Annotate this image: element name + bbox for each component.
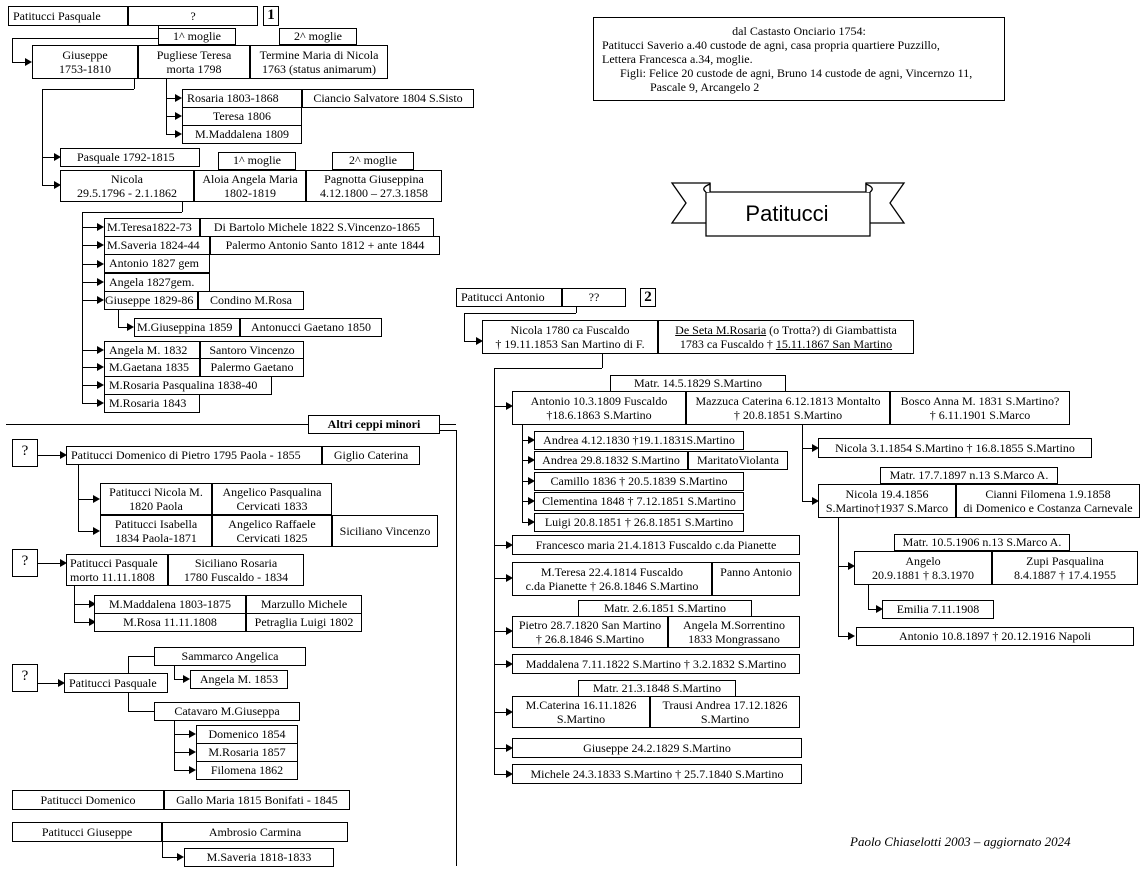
moglie-label: 1^ moglie: [218, 152, 296, 170]
person-luigi: Luigi 20.8.1851 † 26.8.1851 S.Martino: [534, 513, 744, 532]
tree1-number: 1: [263, 6, 279, 26]
spouse-mazzuca: Mazzuca Caterina 6.12.1813 Montalto † 20.8.1851 S.Martino: [686, 391, 890, 425]
person-giuseppe: Giuseppe 1753-1810: [32, 45, 138, 79]
tree1-root-spouse: ?: [128, 6, 258, 26]
person-angela-1827: Angela 1827gem.: [104, 273, 210, 292]
person-mrosaria-1843: M.Rosaria 1843: [104, 394, 200, 413]
spouse-maritato: MaritatoViolanta: [688, 451, 788, 470]
person-giuseppe-1829-sm: Giuseppe 24.2.1829 S.Martino: [512, 738, 802, 758]
tree2-root: Patitucci Antonio: [456, 288, 562, 307]
spouse-marzullo: Marzullo Michele: [246, 595, 362, 614]
spouse-pugliese: Pugliese Teresa morta 1798: [138, 45, 250, 79]
spouse-palermo-gaetano: Palermo Gaetano: [200, 358, 304, 377]
marriage-1851: Matr. 2.6.1851 S.Martino: [578, 600, 752, 617]
spouse-aloia: Aloia Angela Maria 1802-1819: [194, 170, 306, 202]
person-mteresa-1814: M.Teresa 22.4.1814 Fuscaldo c.da Pianette † 26.8.1846 S.Martino: [512, 562, 712, 596]
person-mcaterina: M.Caterina 16.11.1826 S.Martino: [512, 696, 650, 728]
person-pasquale-3: Patitucci Pasquale: [64, 673, 168, 693]
person-mmaddalena: M.Maddalena 1809: [182, 125, 302, 144]
spouse-petraglia: Petraglia Luigi 1802: [246, 613, 362, 632]
spouse-deseta: [658, 320, 914, 354]
spouse-dibartolo: Di Bartolo Michele 1822 S.Vincenzo-1865: [200, 218, 434, 237]
person-andrea-1832: Andrea 29.8.1832 S.Martino: [534, 451, 688, 470]
person-mrosaria-pasqualina: M.Rosaria Pasqualina 1838-40: [104, 376, 272, 395]
spouse-bosco: Bosco Anna M. 1831 S.Martino? † 6.11.1901 S.Marco: [890, 391, 1070, 425]
person-filomena-1862: Filomena 1862: [196, 761, 298, 780]
person-domenico-p: Patitucci Domenico: [12, 790, 164, 810]
person-angelo: Angelo 20.9.1881 † 8.3.1970: [854, 551, 992, 585]
person-pietro: Pietro 28.7.1820 San Martino † 26.8.1846 S.Martino: [512, 616, 668, 648]
spouse-trausi: Trausi Andrea 17.12.1826 S.Martino: [650, 696, 800, 728]
person-clementina: Clementina 1848 † 7.12.1851 S.Martino: [534, 492, 744, 511]
person-teresa: Teresa 1806: [182, 107, 302, 126]
spouse-angelico-raffaele: Angelico Raffaele Cervicati 1825: [212, 515, 332, 547]
unknown-ancestor-marker: ?: [12, 439, 38, 467]
unknown-ancestor-marker: ?: [12, 664, 38, 692]
tree2-root-spouse: ??: [562, 288, 626, 307]
person-nicola-1780: Nicola 1780 ca Fuscaldo † 19.11.1853 San Martino di F.: [482, 320, 658, 354]
spouse-siciliano-rosaria: Siciliano Rosaria 1780 Fuscaldo - 1834: [168, 554, 304, 586]
person-mgaetana: M.Gaetana 1835: [104, 358, 200, 377]
person-emilia: Emilia 7.11.1908: [882, 600, 994, 619]
person-antonio: Antonio 1827 gem: [104, 254, 210, 273]
note-line: Patitucci Saverio a.40 custode de agni, casa propria quartiere Puzzillo,: [602, 38, 940, 52]
person-nicola-m: Patitucci Nicola M. 1820 Paola: [100, 483, 212, 515]
spouse-angelico-pasqualina: Angelico Pasqualina Cervicati 1833: [212, 483, 332, 515]
person-angelam: Angela M. 1832: [104, 341, 200, 360]
spouse-santoro: Santoro Vincenzo: [200, 341, 304, 360]
marriage-1848: Matr. 21.3.1848 S.Martino: [578, 680, 736, 697]
person-msaveria: M.Saveria 1824-44: [104, 236, 210, 255]
note-line: Lettera Francesca a.34, moglie.: [602, 52, 753, 66]
person-camillo: Camillo 1836 † 20.5.1839 S.Martino: [534, 472, 744, 491]
marriage-1829: Matr. 14.5.1829 S.Martino: [610, 375, 786, 392]
page-title: Patitucci: [745, 201, 829, 226]
author-signature: Paolo Chiaselotti 2003 – aggiornato 2024: [850, 834, 1071, 849]
spouse-palermo-antonio: Palermo Antonio Santo 1812 + ante 1844: [210, 236, 440, 255]
deseta-parent: (o Trotta?) di Giambattista: [766, 323, 897, 337]
note-line: Pascale 9, Arcangelo 2: [650, 80, 760, 94]
spouse-catavaro: Catavaro M.Giuseppa: [154, 702, 300, 721]
person-andrea-1830: Andrea 4.12.1830 †19.1.1831S.Martino: [534, 431, 744, 450]
unknown-ancestor-marker: ?: [12, 549, 38, 577]
person-antonio-1809: Antonio 10.3.1809 Fuscaldo †18.6.1863 S.Martino: [512, 391, 686, 425]
person-maddalena: Maddalena 7.11.1822 S.Martino † 3.2.1832 S.Martino: [512, 654, 800, 674]
person-angelam-1853: Angela M. 1853: [190, 670, 288, 689]
person-nicola-1854: Nicola 3.1.1854 S.Martino † 16.8.1855 S.Martino: [818, 438, 1092, 458]
person-domenico-1854: Domenico 1854: [196, 725, 298, 744]
person-mteresa: M.Teresa1822-73: [104, 218, 200, 237]
person-mrosaria-1857: M.Rosaria 1857: [196, 743, 298, 762]
spouse-pagnotta: Pagnotta Giuseppina 4.12.1800 – 27.3.1858: [306, 170, 442, 202]
spouse-condino: Condino M.Rosa: [198, 291, 304, 310]
spouse-ciancio: Ciancio Salvatore 1804 S.Sisto: [302, 89, 474, 108]
moglie-label: 2^ moglie: [279, 28, 357, 45]
spouse-antonucci: Antonucci Gaetano 1850: [240, 318, 382, 337]
person-francesco: Francesco maria 21.4.1813 Fuscaldo c.da Pianette: [512, 535, 800, 555]
person-mrosa: M.Rosa 11.11.1808: [94, 613, 246, 632]
person-giuseppe-p: Patitucci Giuseppe: [12, 822, 162, 842]
marriage-1897: Matr. 17.7.1897 n.13 S.Marco A.: [880, 467, 1058, 484]
person-nicola-1856: Nicola 19.4.1856 S.Martino†1937 S.Marco: [818, 484, 956, 518]
spouse-ambrosio: Ambrosio Carmina: [162, 822, 348, 842]
deseta-birth: 1783 ca Fuscaldo †: [679, 337, 776, 351]
spouse-sorrentino: Angela M.Sorrentino 1833 Mongrassano: [668, 616, 800, 648]
person-msaveria-1818: M.Saveria 1818-1833: [184, 848, 334, 867]
spouse-panno: Panno Antonio: [712, 562, 800, 596]
person-pasquale: Pasquale 1792-1815: [60, 148, 200, 167]
person-rosaria: Rosaria 1803-1868: [182, 89, 302, 108]
spouse-zupi: Zupi Pasqualina 8.4.1887 † 17.4.1955: [992, 551, 1138, 585]
person-isabella: Patitucci Isabella 1834 Paola-1871: [100, 515, 212, 547]
moglie-label: 2^ moglie: [332, 152, 414, 170]
spouse-gallo: Gallo Maria 1815 Bonifati - 1845: [164, 790, 350, 810]
spouse-giglio: Giglio Caterina: [322, 446, 420, 465]
person-mmaddalena-1803: M.Maddalena 1803-1875: [94, 595, 246, 614]
tree1-root: Patitucci Pasquale: [8, 6, 128, 26]
deseta-name: De Seta M.Rosaria: [675, 323, 767, 337]
spouse-cianni: Cianni Filomena 1.9.1858 di Domenico e Costanza Carnevale: [956, 484, 1140, 518]
note-line: Figli: Felice 20 custode de agni, Bruno 14 custode de agni, Vincernzo 11,: [620, 66, 973, 80]
catasto-note: [593, 17, 1005, 101]
spouse-sammarco: Sammarco Angelica: [154, 647, 306, 666]
person-michele: Michele 24.3.1833 S.Martino † 25.7.1840 S.Martino: [512, 764, 802, 784]
person-pasquale-1808: Patitucci Pasquale morto 11.11.1808: [66, 554, 168, 586]
person-antonio-1897: Antonio 10.8.1897 † 20.12.1916 Napoli: [856, 627, 1134, 646]
person-nicola: Nicola 29.5.1796 - 2.1.1862: [60, 170, 194, 202]
person-domenico-pietro: Patitucci Domenico di Pietro 1795 Paola - 1855: [66, 446, 322, 465]
tree2-number: 2: [640, 288, 656, 307]
minor-heading: Altri ceppi minori: [308, 415, 440, 434]
spouse-termine: Termine Maria di Nicola 1763 (status animarum): [250, 45, 388, 79]
person-mgiuseppina: M.Giuseppina 1859: [134, 318, 240, 337]
person-giuseppe-1829: Giuseppe 1829-86: [104, 291, 198, 310]
moglie-label: 1^ moglie: [158, 28, 236, 45]
deseta-death: 15.11.1867 San Martino: [775, 337, 893, 351]
marriage-1906: Matr. 10.5.1906 n.13 S.Marco A.: [894, 534, 1070, 551]
note-heading: dal Castasto Onciario 1754:: [732, 24, 866, 38]
spouse-siciliano-vincenzo: Siciliano Vincenzo: [332, 515, 438, 547]
